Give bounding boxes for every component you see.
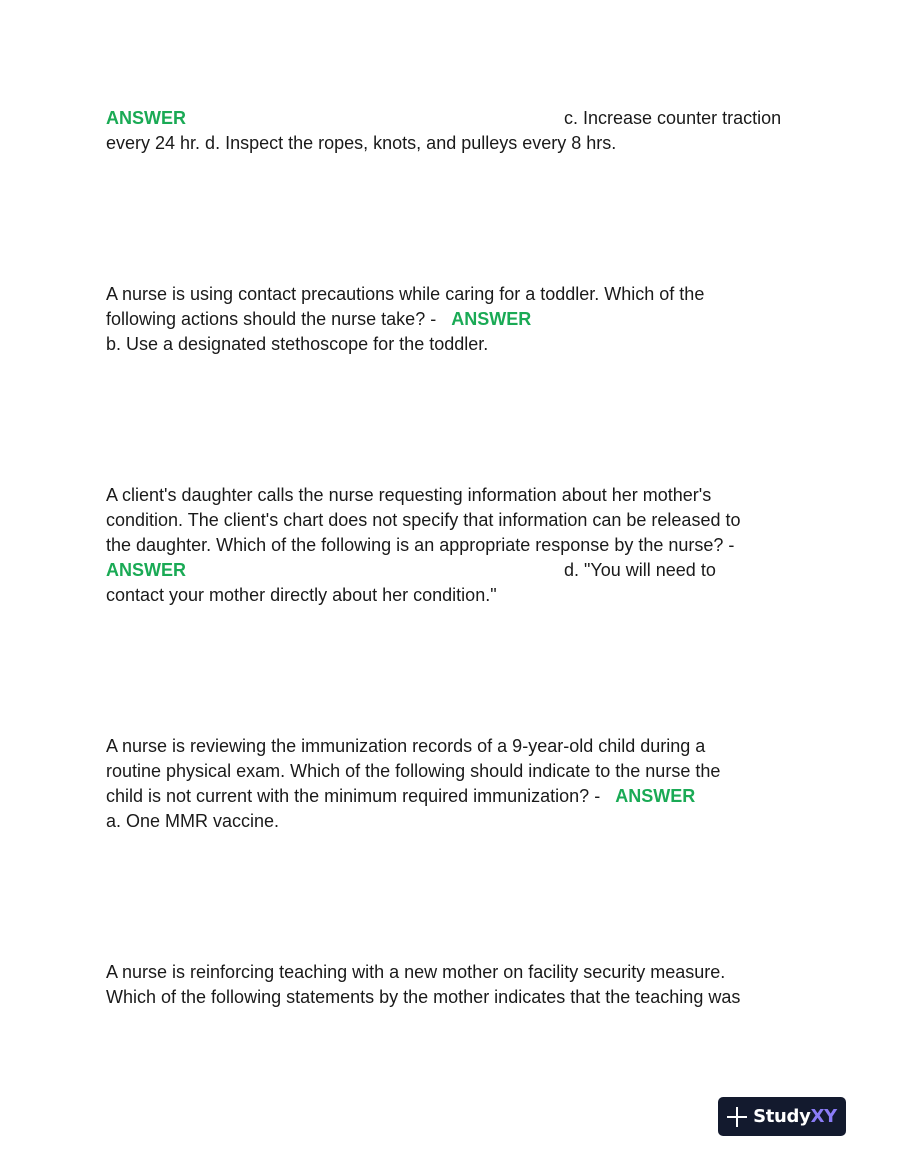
answer-text: b. Use a designated stethoscope for the toddler. — [106, 334, 489, 354]
question-text: A client's daughter calls the nurse requesting information about her mother's — [106, 485, 712, 505]
answer-label: ANSWER — [106, 108, 186, 128]
logo-text: StudyXY — [753, 1106, 837, 1127]
answer-label: ANSWER — [106, 560, 186, 580]
question-text: A nurse is using contact precautions while caring for a toddler. Which of the — [106, 284, 705, 304]
answer-text-continued: every 24 hr. d. Inspect the ropes, knots, and pulleys every 8 hrs. — [106, 133, 617, 153]
question-text: Which of the following statements by the mother indicates that the teaching was — [106, 987, 741, 1007]
answer-text: c. Increase counter traction — [564, 108, 782, 128]
plus-icon — [727, 1107, 747, 1127]
studyxy-logo[interactable] — [718, 1097, 846, 1136]
answer-text: d. "You will need to — [564, 560, 716, 580]
question-text: routine physical exam. Which of the following should indicate to the nurse the — [106, 761, 721, 781]
question-text: A nurse is reviewing the immunization records of a 9-year-old child during a — [106, 736, 706, 756]
question-text: the daughter. Which of the following is an appropriate response by the nurse? - — [106, 535, 735, 555]
answer-label: ANSWER — [451, 309, 532, 329]
answer-text: a. One MMR vaccine. — [106, 811, 280, 831]
question-text: A nurse is reinforcing teaching with a new mother on facility security measure. — [106, 962, 726, 982]
question-text: condition. The client's chart does not specify that information can be released to — [106, 510, 741, 530]
answer-text-continued: contact your mother directly about her condition." — [106, 585, 497, 605]
question-text: following actions should the nurse take? - ANSWER — [106, 309, 532, 329]
answer-label: ANSWER — [615, 786, 696, 806]
question-text: child is not current with the minimum required immunization? - ANSWER — [106, 786, 696, 806]
